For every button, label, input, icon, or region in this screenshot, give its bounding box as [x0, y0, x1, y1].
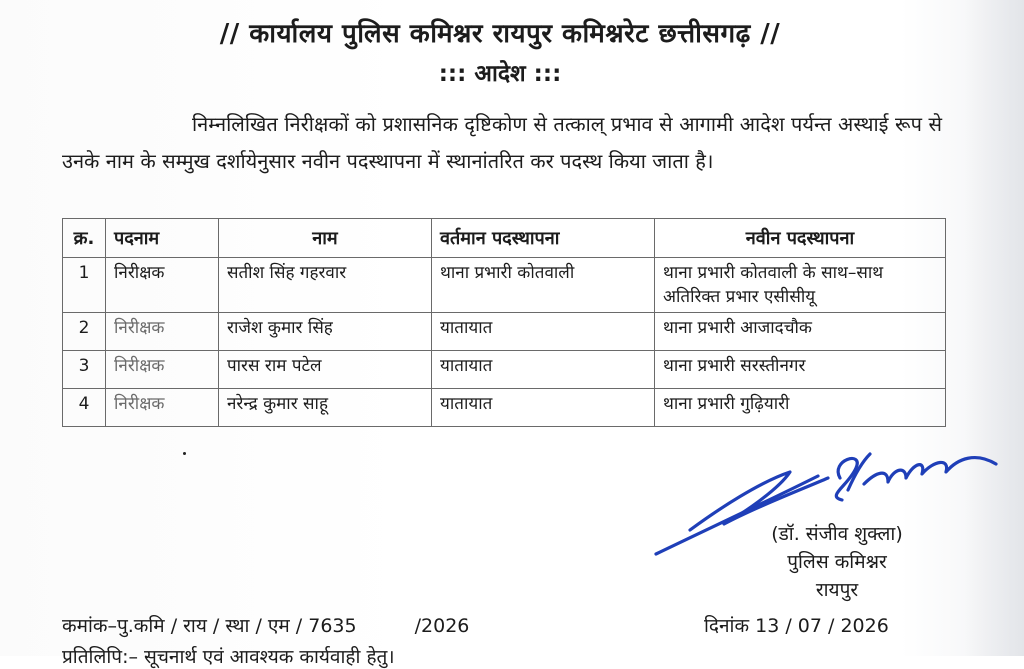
- table-row: [63, 313, 946, 351]
- header-sno: क्र.: [63, 219, 106, 258]
- cell-new-posting: थाना प्रभारी गुढ़ियारी: [655, 389, 946, 427]
- table-header-row: [63, 219, 946, 258]
- cell-sno: 3: [63, 351, 106, 389]
- cell-name: राजेश कुमार सिंह: [219, 313, 432, 351]
- header-rank: पदनाम: [106, 219, 219, 258]
- signatory-designation: पुलिस कमिश्नर: [787, 551, 887, 573]
- office-header: // कार्यालय पुलिस कमिश्नर रायपुर कमिश्नरेट छत्तीसगढ़ //: [219, 19, 781, 49]
- cell-current-posting: यातायात: [432, 389, 655, 427]
- header-current-posting: वर्तमान पदस्थापना: [432, 219, 655, 258]
- cell-sno: 1: [63, 258, 106, 313]
- cell-rank: निरीक्षक: [106, 258, 219, 313]
- cell-new-posting: थाना प्रभारी सरस्तीनगर: [655, 351, 946, 389]
- table-row: [63, 258, 946, 313]
- ink-dot: [183, 452, 186, 455]
- reference-number: [62, 612, 469, 638]
- reference-prefix: कमांक–पु.कमि / राय / स्था / एम / 7635: [62, 615, 357, 637]
- order-date: [704, 612, 889, 638]
- header-name: नाम: [219, 219, 432, 258]
- signatory-block: [742, 520, 932, 604]
- cell-current-posting: थाना प्रभारी कोतवाली: [432, 258, 655, 313]
- cell-current-posting: यातायात: [432, 313, 655, 351]
- cell-name: सतीश सिंह गहरवार: [219, 258, 432, 313]
- cell-name: नरेन्द्र कुमार साहू: [219, 389, 432, 427]
- cell-new-posting: थाना प्रभारी कोतवाली के साथ–साथ अतिरिक्त प्रभार एसीसीयू: [655, 258, 946, 313]
- order-title: ::: आदेश :::: [438, 61, 562, 87]
- table-row: [63, 389, 946, 427]
- cell-rank: निरीक्षक: [106, 313, 219, 351]
- signatory-location: रायपुर: [815, 579, 859, 601]
- order-paragraph-text: निम्नलिखित निरीक्षकों को प्रशासनिक दृष्टिकोण से तत्काल् प्रभाव से आगामी आदेश पर्यन्त अस्थाई रूप से उनके नाम के सम्मुख दर्शायेनुसार नवीन पदस्थापना में स्थानांतरित कर पदस्थ किया जाता है।: [62, 112, 942, 173]
- signatory-name: (डॉ. संजीव शुक्ला): [771, 523, 903, 545]
- reference-year: /2026: [414, 615, 470, 637]
- transfer-table: [62, 218, 946, 427]
- cell-rank: निरीक्षक: [106, 351, 219, 389]
- cell-sno: 4: [63, 389, 106, 427]
- header-new-posting: नवीन पदस्थापना: [655, 219, 946, 258]
- cell-new-posting: थाना प्रभारी आजादचौक: [655, 313, 946, 351]
- cell-sno: 2: [63, 313, 106, 351]
- signature-word-stroke: [848, 454, 996, 490]
- date-label: दिनांक: [704, 615, 750, 637]
- date-value: 13 / 07 / 2026: [755, 615, 889, 637]
- table-row: [63, 351, 946, 389]
- cell-name: पारस राम पटेल: [219, 351, 432, 389]
- order-paragraph: [62, 106, 942, 180]
- copy-to-line: प्रतिलिपि:– सूचनार्थ एवं आवश्यक कार्यवाही हेतु।: [62, 646, 395, 668]
- cell-current-posting: यातायात: [432, 351, 655, 389]
- cell-rank: निरीक्षक: [106, 389, 219, 427]
